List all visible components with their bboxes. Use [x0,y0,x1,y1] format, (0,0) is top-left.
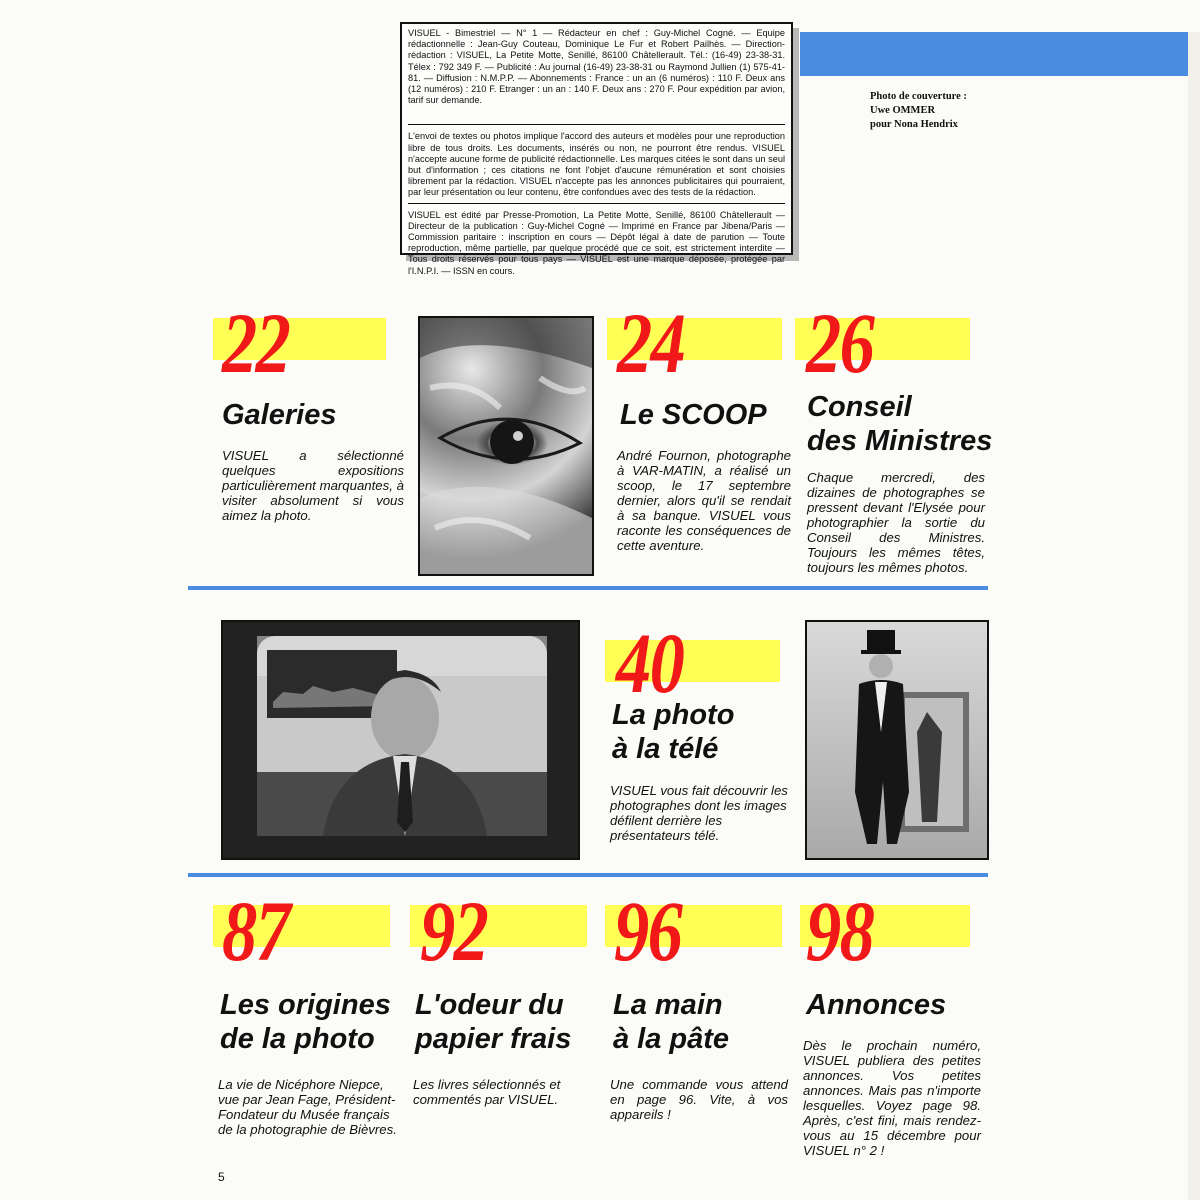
heading-l-odeur-du-papier-frais [415,988,571,1056]
text-annonces: Dès le prochain numéro, VISUEL publiera des petites annonces. Vos petites annonces. Mais pas n'importe lesquelles. Voyez page 98. Après, c'est fini, mais rendez-vous au 15 décembre pour VISUEL n° 2 ! [803,1038,981,1158]
text-l-odeur-du-papier-frais: Les livres sélectionnés et commentés par VISUEL. [413,1077,561,1107]
mirror-illustration [807,622,987,858]
heading-line: Le SCOOP [620,399,767,431]
heading-conseil-des-ministres [807,390,992,458]
photo-eye [418,316,594,576]
heading-line: Galeries [222,399,337,431]
text-galeries: VISUEL a sélectionné quelques expositions particulièrement marquantes, à visiter absolument si vous aimez la photo. [222,448,404,523]
heading-line: Conseil [807,391,912,423]
imprint-rule [408,203,785,204]
text-les-origines-de-la-photo: La vie de Nicéphore Niepce, vue par Jean Fage, Président-Fondateur du Musée français de la photographie de Bièvres. [218,1077,397,1137]
text-conseil-des-ministres: Chaque mercredi, des dizaines de photographes se pressent devant l'Elysée pour photographier la sortie du Conseil des Ministres. Toujours les mêmes têtes, toujours les mêmes photos. [807,470,985,575]
photo-tv-presenter [221,620,580,860]
heading-la-main-a-la-pate [613,988,729,1056]
imprint-publisher: VISUEL est édité par Presse-Promotion, La Petite Motte, Senillé, 86100 Châtellerault — Directeur de la publication : Guy-Michel Cogné — Imprimé en France par Jibena/Paris — Commission paritaire : inscription en cours — Dépôt légal à date de parution — Toute reproduction, même partielle, par quelque procédé que ce soit, est strictement interdite — Tous droits réservés pour tous pays — VISUEL est une marque déposée, protégée par l'I.N.P.I. — ISSN en cours. [408,209,785,276]
heading-line: L'odeur du [415,989,564,1021]
imprint-credits: VISUEL - Bimestriel — N° 1 — Rédacteur en chef : Guy-Michel Cogné. — Equipe rédactionnelle : Jean-Guy Couteau, Dominique Le Fur et Robert Pailhès. — Direction-rédaction : VISUEL, La Petite Motte, Senillé, 86100 Châtellerault. Tél.: (16-49) 23-38-31. Télex : 792 349 F. — Publicité : Au journal (16-49) 23-38-31 ou Raymond Jullien (1) 575-41-81. — Diffusion : N.M.P.P. — Abonnements : France : un an (6 numéros) : 110 F. Deux ans (12 numéros) : 210 F. Etranger : un an : 140 F. Deux ans : 270 F. Pour expédition par avion, tarif sur demande. [408,28,785,106]
text-la-main-a-la-pate: Une commande vous attend en page 96. Vite, à vos appareils ! [610,1077,788,1122]
section-divider [188,873,988,877]
imprint-rule [408,124,785,125]
section-divider [188,586,988,590]
page-number-96: 96 [614,883,682,979]
heading-le-scoop [620,398,767,432]
heading-galeries [222,398,336,432]
page-number-40: 40 [616,615,684,711]
photo-man-with-mirror [805,620,989,860]
heading-line: Annonces [806,989,947,1021]
page-number-26: 26 [806,295,874,391]
heading-line: de la photo [220,1023,375,1055]
heading-annonces [806,988,946,1022]
imprint-rights: L'envoi de textes ou photos implique l'accord des auteurs et modèles pour une reproduction libre de tous droits. Les documents, insérés ou non, ne pourront être rendus. VISUEL n'accepte aucune forme de publicité rédactionnelle. Les marques citées le sont dans un seul but d'information ; ces citations ne font l'objet d'aucune rémunération et sont choisies librement par la rédaction. VISUEL n'accepte pas les annonces publicitaires qui pourraient, par leur présentation ou leur contenu, être confondues avec des tests de la rédaction. [408,131,785,198]
text-le-scoop: André Fournon, photographe à VAR-MATIN, a réalisé un scoop, le 17 septembre dernier, alors qu'il se rendait à sa banque. VISUEL vous raconte les conséquences de cette aventure. [617,448,791,553]
eye-illustration [420,318,592,574]
heading-la-photo-a-la-tele [612,698,734,766]
heading-line: à la télé [612,733,719,765]
cover-credit-subject: pour Nona Hendrix [870,119,958,130]
heading-line: Les origines [220,989,391,1021]
heading-line: La photo [612,699,735,731]
heading-les-origines-de-la-photo [220,988,391,1056]
page-number-24: 24 [617,295,685,391]
page-edge [1188,32,1200,1200]
page-number-22: 22 [222,295,290,391]
cover-photo-credit [870,90,1010,132]
imprint-box [400,22,793,276]
top-blue-band [800,32,1200,76]
heading-line: des Ministres [807,425,993,457]
cover-credit-photographer: Uwe OMMER [870,105,936,116]
cover-credit-label: Photo de couverture : [870,91,967,102]
page-number-98: 98 [806,883,874,979]
page-folio: 5 [218,1170,225,1184]
tv-screen-illustration [223,622,578,858]
text-la-photo-a-la-tele: VISUEL vous fait découvrir les photographes dont les images défilent derrière les présentateurs télé. [610,783,788,843]
heading-line: papier frais [415,1023,572,1055]
heading-line: à la pâte [613,1023,730,1055]
page-number-92: 92 [420,883,488,979]
page-number-87: 87 [222,883,290,979]
heading-line: La main [613,989,723,1021]
